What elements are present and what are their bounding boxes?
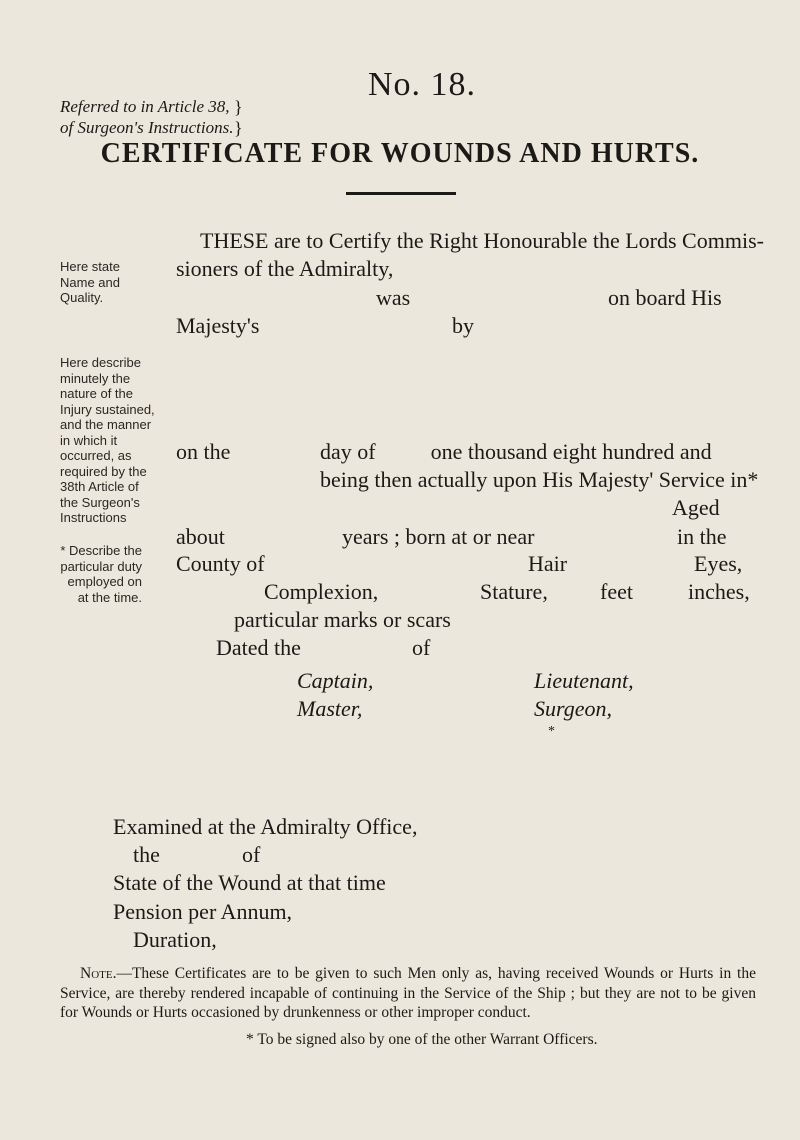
stature-label: Stature, (480, 579, 548, 604)
in-the-label: in the (677, 524, 727, 549)
footer-signed-note: * To be signed also by one of the other Warrant Officers. (246, 1031, 598, 1048)
feet-label: feet (600, 579, 633, 604)
admiralty-the-label: the (133, 842, 160, 867)
intro-line-2: sioners of the Admiralty, (176, 256, 394, 281)
signature-captain: Captain, (297, 668, 374, 693)
was-label: was (376, 285, 411, 310)
margin-note-duty: * Describe the particular duty employed on at the time. (60, 543, 142, 605)
signature-star: * (548, 724, 555, 739)
complexion-label: Complexion, (264, 579, 379, 604)
majestys-label: Majesty's (176, 313, 260, 338)
service-line: being then actually upon His Majesty' Service in* (320, 467, 759, 492)
signature-lieutenant: Lieutenant, (534, 668, 634, 693)
margin-note-name: Here state Name and Quality. (60, 259, 120, 305)
years-born-label: years ; born at or near (342, 524, 535, 549)
note-label: Note. (80, 965, 117, 982)
intro-line-1: THESE are to Certify the Right Honourable the Lords Commis- (200, 228, 764, 253)
reference-line-2: of Surgeon's Instructions. (60, 118, 234, 137)
dated-of-label: of (412, 635, 431, 660)
marks-label: particular marks or scars (234, 607, 451, 632)
signature-surgeon: Surgeon, (534, 696, 613, 721)
title-divider (346, 192, 456, 195)
day-year-line: day of one thousand eight hundred and (320, 439, 712, 464)
eyes-label: Eyes, (694, 551, 743, 576)
pension-label: Pension per Annum, (113, 899, 293, 924)
county-label: County of (176, 551, 265, 576)
certificate-title: CERTIFICATE FOR WOUNDS AND HURTS. (100, 138, 700, 169)
hair-label: Hair (528, 551, 568, 576)
aged-label: Aged (672, 495, 720, 520)
margin-note-injury: Here describe minutely the nature of the Injury sustained, and the manner in which it occurred, as required by the 38th Article of the Surgeon's Instructions (60, 355, 155, 525)
duration-label: Duration, (133, 927, 217, 952)
about-label: about (176, 524, 225, 549)
reference-line-1: Referred to in Article 38, (60, 97, 230, 116)
on-the-label: on the (176, 439, 231, 464)
footer-note (60, 964, 756, 1023)
admiralty-of-label: of (242, 842, 261, 867)
form-number: No. 18. (368, 66, 477, 103)
on-board-label: on board His (608, 285, 722, 310)
signature-master: Master, (297, 696, 363, 721)
inches-label: inches, (688, 579, 750, 604)
dated-label: Dated the (216, 635, 301, 660)
brace-top: } (234, 97, 243, 117)
brace-bottom: } (234, 118, 243, 138)
note-text: —These Certificates are to be given to such Men only as, having received Wounds or Hurts in the Service, are thereby rendered incapable of continuing in the Service of the Ship ; but they are not to be given for Wounds or Hurts occasioned by drunkenness or other improper conduct. (60, 965, 756, 1021)
by-label: by (452, 313, 474, 338)
wound-state-label: State of the Wound at that time (113, 870, 386, 895)
examined-label: Examined at the Admiralty Office, (113, 814, 418, 839)
